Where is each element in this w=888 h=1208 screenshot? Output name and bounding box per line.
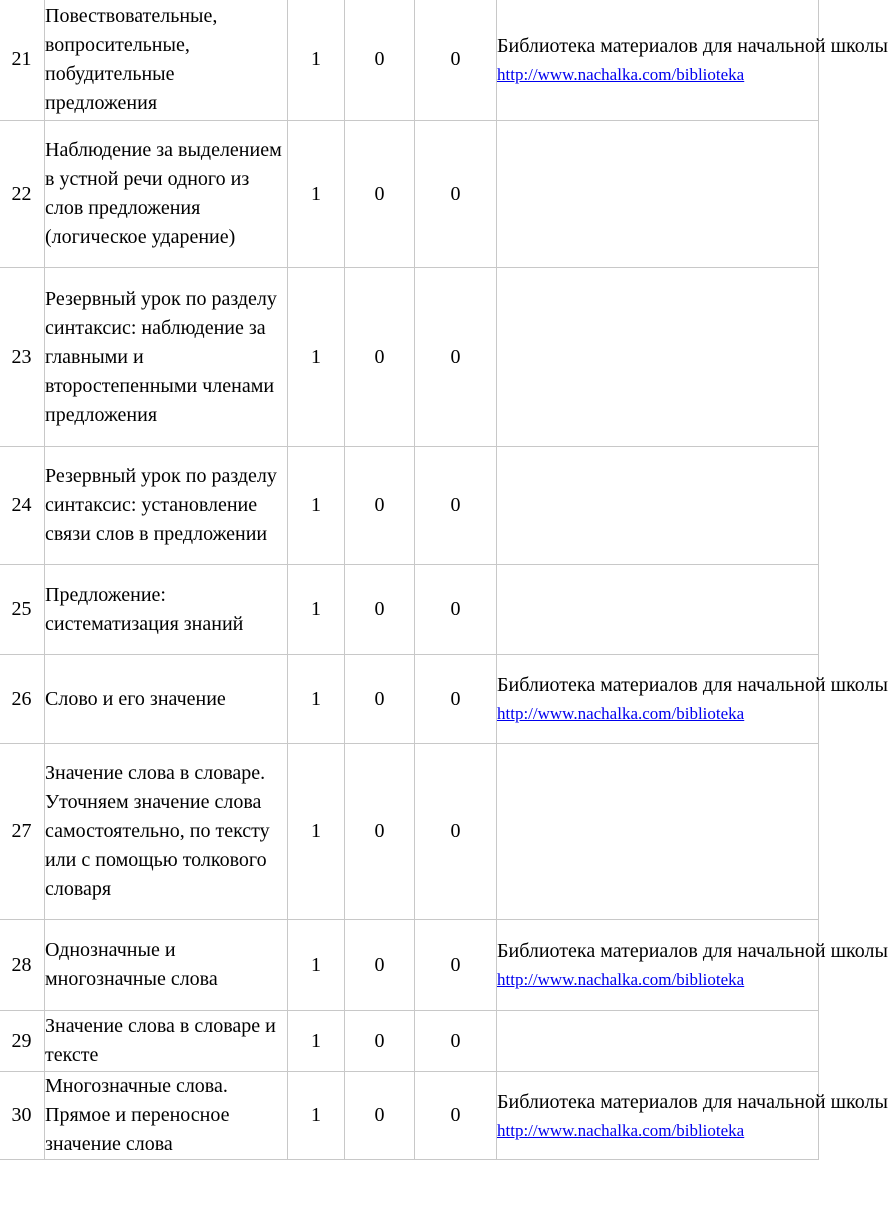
lesson-topic: Многозначные слова. Прямое и переносное значение слова <box>45 1072 288 1160</box>
resource-title: Библиотека материалов для начальной школы <box>497 34 888 57</box>
lesson-topic: Предложение: систематизация знаний <box>45 565 288 655</box>
hours-control: 0 <box>345 447 415 565</box>
lesson-number: 29 <box>0 1011 45 1072</box>
hours-total: 1 <box>288 0 345 121</box>
resource-cell <box>497 447 819 565</box>
hours-control: 0 <box>345 655 415 744</box>
table-row <box>0 565 819 655</box>
hours-practice: 0 <box>415 744 497 920</box>
hours-total: 1 <box>288 1072 345 1160</box>
lesson-topic: Резервный урок по разделу синтаксис: наблюдение за главными и второстепенными членами предложения <box>45 268 288 447</box>
lesson-topic: Значение слова в словаре. Уточняем значение слова самостоятельно, по тексту или с помощью толкового словаря <box>45 744 288 920</box>
lesson-number: 22 <box>0 121 45 268</box>
resource-cell <box>497 744 819 920</box>
hours-total: 1 <box>288 565 345 655</box>
hours-control: 0 <box>345 121 415 268</box>
hours-control: 0 <box>345 1011 415 1072</box>
resource-link[interactable]: http://www.nachalka.com/biblioteka <box>497 704 745 723</box>
table-row <box>0 920 819 1011</box>
hours-practice: 0 <box>415 447 497 565</box>
resource-title: Библиотека материалов для начальной школы <box>497 1090 888 1113</box>
resource-cell <box>497 1072 888 1160</box>
hours-practice: 0 <box>415 1072 497 1160</box>
resource-cell <box>497 1011 819 1072</box>
lesson-number: 21 <box>0 0 45 121</box>
lesson-number: 25 <box>0 565 45 655</box>
hours-control: 0 <box>345 0 415 121</box>
lesson-topic: Слово и его значение <box>45 655 288 744</box>
hours-total: 1 <box>288 744 345 920</box>
hours-control: 0 <box>345 744 415 920</box>
lesson-number: 30 <box>0 1072 45 1160</box>
lesson-number: 28 <box>0 920 45 1011</box>
lesson-number: 27 <box>0 744 45 920</box>
resource-cell <box>497 565 819 655</box>
hours-control: 0 <box>345 268 415 447</box>
lesson-topic: Наблюдение за выделением в устной речи одного из слов предложения (логическое ударение) <box>45 121 288 268</box>
hours-control: 0 <box>345 565 415 655</box>
resource-cell <box>497 121 819 268</box>
table-row <box>0 655 819 744</box>
hours-practice: 0 <box>415 565 497 655</box>
hours-practice: 0 <box>415 268 497 447</box>
resource-cell <box>497 920 888 1011</box>
lesson-number: 26 <box>0 655 45 744</box>
hours-total: 1 <box>288 655 345 744</box>
lesson-topic: Значение слова в словаре и тексте <box>45 1011 288 1072</box>
table-row <box>0 447 819 565</box>
hours-practice: 0 <box>415 655 497 744</box>
table-row <box>0 268 819 447</box>
table-row <box>0 1011 819 1072</box>
lesson-number: 23 <box>0 268 45 447</box>
hours-control: 0 <box>345 1072 415 1160</box>
hours-practice: 0 <box>415 920 497 1011</box>
hours-total: 1 <box>288 1011 345 1072</box>
hours-total: 1 <box>288 447 345 565</box>
hours-total: 1 <box>288 268 345 447</box>
resource-link[interactable]: http://www.nachalka.com/biblioteka <box>497 1120 745 1140</box>
table-row <box>0 744 819 920</box>
hours-control: 0 <box>345 920 415 1011</box>
resource-cell <box>497 0 888 121</box>
lesson-topic: Повествовательные, вопросительные, побудительные предложения <box>45 0 288 121</box>
table-row <box>0 121 819 268</box>
table-row <box>0 0 819 121</box>
resource-title: Библиотека материалов для начальной школы <box>497 940 888 962</box>
hours-practice: 0 <box>415 121 497 268</box>
hours-practice: 0 <box>415 0 497 121</box>
lesson-topic: Резервный урок по разделу синтаксис: установление связи слов в предложении <box>45 447 288 565</box>
table-row <box>0 1072 819 1160</box>
resource-title: Библиотека материалов для начальной школы <box>497 674 888 696</box>
hours-total: 1 <box>288 920 345 1011</box>
lesson-topic: Однозначные и многозначные слова <box>45 920 288 1011</box>
resource-link[interactable]: http://www.nachalka.com/biblioteka <box>497 64 745 84</box>
resource-cell <box>497 655 888 744</box>
hours-total: 1 <box>288 121 345 268</box>
resource-link[interactable]: http://www.nachalka.com/biblioteka <box>497 970 745 989</box>
resource-cell <box>497 268 819 447</box>
lesson-number: 24 <box>0 447 45 565</box>
hours-practice: 0 <box>415 1011 497 1072</box>
